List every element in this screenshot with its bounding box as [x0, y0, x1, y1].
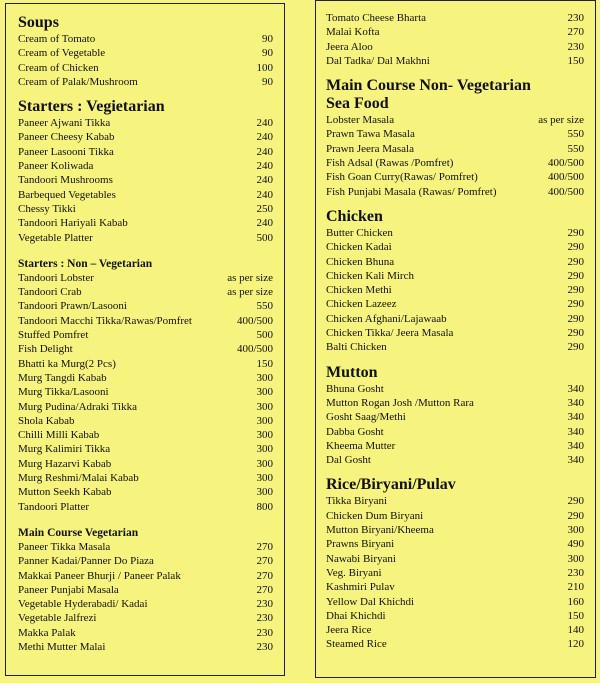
item-price: 400/500 — [547, 185, 584, 198]
main-heading-non-veg: Main Course Non- Vegetarian — [326, 77, 531, 95]
item-name: Makkai Paneer Bhurji / Paneer Palak — [18, 569, 181, 582]
menu-item — [326, 425, 584, 439]
item-price: 120 — [567, 638, 584, 651]
item-name: Methi Mutter Malai — [18, 640, 106, 653]
item-name: Paneer Punjabi Masala — [18, 583, 119, 596]
menu-item — [326, 453, 584, 467]
menu-item — [18, 626, 273, 640]
item-name: Yellow Dal Khichdi — [326, 595, 415, 608]
menu-item — [326, 523, 584, 537]
item-name: Paneer Cheesy Kabab — [18, 131, 115, 144]
menu-item — [326, 552, 584, 566]
menu-item — [18, 357, 273, 371]
item-name: Cream of Palak/Mushroom — [18, 75, 138, 88]
item-name: Chicken Methi — [326, 284, 392, 297]
item-name: Vegetable Hyderabadi/ Kadai — [18, 598, 148, 611]
item-name: Murg Tangdi Kabab — [18, 371, 107, 384]
menu-item — [18, 328, 273, 342]
menu-item — [326, 127, 584, 141]
item-name: Paneer Koliwada — [18, 160, 94, 173]
item-name: Lobster Masala — [326, 114, 395, 127]
item-price: 340 — [567, 425, 584, 438]
item-name: Cream of Chicken — [18, 61, 99, 74]
item-price: 290 — [567, 327, 584, 340]
item-price: 340 — [567, 396, 584, 409]
section-gap — [326, 199, 595, 208]
item-name: Gosht Saag/Methi — [326, 411, 406, 424]
menu-item — [18, 554, 273, 568]
item-name: Chicken Tikka/ Jeera Masala — [326, 327, 454, 340]
item-price: 240 — [256, 145, 273, 158]
item-price: 100 — [256, 61, 273, 74]
section-title-chicken: Chicken — [326, 207, 383, 225]
item-name: Vegetable Platter — [18, 231, 93, 244]
item-name: Murg Kalimiri Tikka — [18, 443, 111, 456]
item-price: 340 — [567, 454, 584, 467]
item-price: 400/500 — [236, 343, 273, 356]
menu-item — [18, 485, 273, 499]
item-price: 490 — [567, 538, 584, 551]
item-price: 300 — [256, 414, 273, 427]
item-name: Malai Kofta — [326, 26, 380, 39]
menu-item — [18, 540, 273, 554]
item-name: Tomato Cheese Bharta — [326, 12, 427, 24]
menu-item — [18, 75, 273, 89]
section-gap — [18, 89, 284, 98]
menu-item — [326, 54, 584, 68]
item-price: 290 — [567, 312, 584, 325]
item-name: Paneer Lasooni Tikka — [18, 145, 114, 158]
item-price: 90 — [262, 47, 273, 60]
item-price: 550 — [567, 142, 584, 155]
section-title-rice-biryani-pulav: Rice/Biryani/Pulav — [326, 476, 456, 494]
item-price: 90 — [262, 75, 273, 88]
menu-item — [326, 226, 584, 240]
item-price: 290 — [567, 298, 584, 311]
menu-item — [18, 385, 273, 399]
item-price: 400/500 — [236, 314, 273, 327]
item-name: Murg Tikka/Lasooni — [18, 386, 109, 399]
menu-item — [326, 396, 584, 410]
menu-item — [326, 494, 584, 508]
menu-item — [18, 471, 273, 485]
menu-item — [18, 597, 273, 611]
item-name: Murg Hazarvi Kabab — [18, 457, 112, 470]
item-price: 150 — [567, 609, 584, 622]
item-price: 300 — [256, 472, 273, 485]
menu-item — [18, 371, 273, 385]
menu-item — [18, 46, 273, 60]
item-price: 240 — [256, 117, 273, 130]
item-name: Nawabi Biryani — [326, 552, 396, 565]
item-price: 290 — [567, 509, 584, 522]
item-price: 500 — [256, 231, 273, 244]
section-gap — [18, 514, 284, 526]
item-name: Prawn Tawa Masala — [326, 128, 415, 141]
item-price: 500 — [256, 329, 273, 342]
item-name: Dabba Gosht — [326, 425, 384, 438]
menu-item — [326, 185, 584, 199]
item-name: Chilli Milli Kabab — [18, 429, 100, 442]
menu-item — [18, 285, 273, 299]
item-price: 290 — [567, 495, 584, 508]
item-price: 150 — [567, 54, 584, 67]
item-name: Fish Adsal (Rawas /Pomfret) — [326, 157, 454, 170]
item-name: Chicken Afghani/Lajawaab — [326, 312, 447, 325]
item-name: Chicken Dum Biryani — [326, 509, 424, 522]
item-name: Veg. Biryani — [326, 566, 382, 579]
menu-item — [326, 156, 584, 170]
item-name: Tandoori Crab — [18, 286, 82, 299]
item-price: 300 — [567, 552, 584, 565]
menu-item — [326, 170, 584, 184]
item-name: Tandoori Macchi Tikka/Rawas/Pomfret — [18, 314, 192, 327]
item-name: Jeera Aloo — [326, 40, 373, 53]
section-title-mutton: Mutton — [326, 363, 378, 381]
menu-item — [18, 188, 273, 202]
menu-item — [18, 342, 273, 356]
item-price: 240 — [256, 217, 273, 230]
item-name: Chicken Kali Mirch — [326, 269, 414, 282]
item-name: Mutton Seekh Kabab — [18, 486, 112, 499]
item-name: Fish Punjabi Masala (Rawas/ Pomfret) — [326, 185, 497, 198]
menu-item — [18, 442, 273, 456]
item-price: 150 — [256, 357, 273, 370]
item-price: 250 — [256, 202, 273, 215]
item-name: Fish Delight — [18, 343, 73, 356]
item-name: Panner Kadai/Panner Do Piaza — [18, 555, 154, 568]
item-price: 160 — [567, 595, 584, 608]
item-price: 400/500 — [547, 157, 584, 170]
menu-item — [18, 583, 273, 597]
item-price: 240 — [256, 131, 273, 144]
item-price: 300 — [256, 486, 273, 499]
item-price: 230 — [256, 626, 273, 639]
item-price: 550 — [256, 300, 273, 313]
menu-item — [326, 113, 584, 127]
item-name: Fish Goan Curry(Rawas/ Pomfret) — [326, 171, 478, 184]
menu-item — [326, 637, 584, 651]
menu-item — [326, 240, 584, 254]
menu-item — [18, 457, 273, 471]
item-price: 340 — [567, 382, 584, 395]
item-price: as per size — [227, 271, 273, 284]
menu-item — [18, 611, 273, 625]
item-name: Barbequed Vegetables — [18, 188, 116, 201]
item-price: 300 — [256, 371, 273, 384]
item-price: 230 — [256, 640, 273, 653]
item-name: Paneer Tikka Masala — [18, 540, 111, 553]
item-price: 270 — [256, 555, 273, 568]
item-name: Tandoori Lobster — [18, 271, 94, 284]
menu-item — [18, 640, 273, 654]
item-price: 230 — [256, 598, 273, 611]
item-name: Chicken Lazeez — [326, 298, 397, 311]
item-name: Tandoori Platter — [18, 500, 90, 513]
item-name: Butter Chicken — [326, 226, 393, 239]
menu-item — [326, 410, 584, 424]
item-price: 230 — [567, 566, 584, 579]
item-price: 800 — [256, 500, 273, 513]
menu-item — [326, 297, 584, 311]
menu-right-column — [315, 0, 596, 678]
section-title-main-course-vegetarian: Main Course Vegetarian — [18, 526, 139, 539]
section-gap — [326, 467, 595, 476]
item-name: Chicken Bhuna — [326, 255, 395, 268]
menu-item — [326, 25, 584, 39]
menu-item — [326, 40, 584, 54]
item-price: 290 — [567, 269, 584, 282]
section-gap — [326, 355, 595, 364]
menu-item — [18, 116, 273, 130]
menu-item — [326, 566, 584, 580]
item-price: 300 — [256, 400, 273, 413]
section-gap — [326, 68, 595, 77]
item-name: Murg Pudina/Adraki Tikka — [18, 400, 137, 413]
section-title-starters-non-vegetarian: Starters : Non – Vegetarian — [18, 257, 153, 270]
item-name: Tandoori Hariyali Kabab — [18, 217, 128, 230]
menu-left-column — [5, 3, 285, 676]
item-name: Kashmiri Pulav — [326, 581, 395, 594]
item-price: 300 — [256, 457, 273, 470]
item-price: 300 — [567, 524, 584, 537]
item-price: 300 — [256, 443, 273, 456]
item-name: Mutton Rogan Josh /Mutton Rara — [326, 396, 474, 409]
item-price: 290 — [567, 255, 584, 268]
menu-item — [326, 340, 584, 354]
section-title-soups: Soups — [18, 14, 59, 31]
menu-item — [326, 439, 584, 453]
menu-item — [326, 609, 584, 623]
item-name: Shola Kabab — [18, 414, 75, 427]
item-price: 240 — [256, 160, 273, 173]
menu-item — [18, 145, 273, 159]
menu-item — [326, 382, 584, 396]
item-price: 290 — [567, 226, 584, 239]
menu-item — [326, 326, 584, 340]
menu-item — [326, 312, 584, 326]
item-name: Makka Palak — [18, 626, 76, 639]
menu-item — [18, 130, 273, 144]
menu-item — [18, 173, 273, 187]
item-name: Tikka Biryani — [326, 495, 388, 508]
item-price: 290 — [567, 284, 584, 297]
menu-item — [18, 400, 273, 414]
item-price: 230 — [567, 12, 584, 24]
item-name: Murg Reshmi/Malai Kabab — [18, 472, 139, 485]
item-price: 140 — [567, 624, 584, 637]
item-price: 340 — [567, 411, 584, 424]
item-name: Kheema Mutter — [326, 439, 396, 452]
item-price: 270 — [567, 26, 584, 39]
item-price: 270 — [256, 540, 273, 553]
item-price: as per size — [227, 286, 273, 299]
menu-item — [326, 269, 584, 283]
menu-item — [18, 216, 273, 230]
item-name: Dhai Khichdi — [326, 609, 386, 622]
item-name: Prawns Biryani — [326, 538, 395, 551]
item-name: Tandoori Mushrooms — [18, 174, 113, 187]
menu-item — [18, 414, 273, 428]
menu-item — [326, 580, 584, 594]
item-name: Dal Tadka/ Dal Makhni — [326, 54, 430, 67]
item-name: Dal Gosht — [326, 454, 371, 467]
item-name: Balti Chicken — [326, 341, 387, 354]
menu-item — [18, 500, 273, 514]
item-price: 230 — [567, 40, 584, 53]
item-name: Vegetable Jalfrezi — [18, 612, 97, 625]
item-price: 290 — [567, 341, 584, 354]
item-price: 240 — [256, 174, 273, 187]
menu-item — [18, 314, 273, 328]
item-name: Chicken Kadai — [326, 241, 392, 254]
item-price: 400/500 — [547, 171, 584, 184]
item-price: 270 — [256, 569, 273, 582]
item-name: Cream of Vegetable — [18, 47, 106, 60]
menu-item — [326, 595, 584, 609]
menu-item — [18, 32, 273, 46]
menu-item — [18, 61, 273, 75]
item-name: Steamed Rice — [326, 638, 387, 651]
item-price: 300 — [256, 386, 273, 399]
item-price: 290 — [567, 241, 584, 254]
menu-item — [326, 623, 584, 637]
item-name: Mutton Biryani/Kheema — [326, 524, 434, 537]
menu-item — [326, 255, 584, 269]
menu-item — [18, 299, 273, 313]
menu-item — [18, 202, 273, 216]
section-gap — [18, 245, 284, 257]
menu-item — [326, 509, 584, 523]
menu-item — [18, 569, 273, 583]
item-name: Tandoori Prawn/Lasooni — [18, 300, 127, 313]
item-name: Bhatti ka Murg(2 Pcs) — [18, 357, 116, 370]
item-price: as per size — [538, 114, 584, 127]
item-price: 550 — [567, 128, 584, 141]
menu-item — [326, 11, 584, 25]
menu-item — [18, 271, 273, 285]
item-name: Jeera Rice — [326, 624, 372, 637]
item-price: 270 — [256, 583, 273, 596]
menu-item — [326, 142, 584, 156]
item-name: Prawn Jeera Masala — [326, 142, 414, 155]
item-name: Cream of Tomato — [18, 33, 96, 45]
item-name: Paneer Ajwani Tikka — [18, 117, 111, 130]
item-price: 230 — [256, 612, 273, 625]
item-price: 210 — [567, 581, 584, 594]
menu-item — [18, 159, 273, 173]
item-price: 90 — [262, 33, 273, 45]
item-name: Stuffed Pomfret — [18, 329, 89, 342]
item-price: 340 — [567, 439, 584, 452]
item-name: Bhuna Gosht — [326, 382, 384, 395]
menu-item — [18, 231, 273, 245]
section-title-starters-vegietarian: Starters : Vegietarian — [18, 98, 165, 116]
section-title-sea-food: Sea Food — [326, 95, 389, 113]
menu-item — [326, 537, 584, 551]
item-price: 300 — [256, 429, 273, 442]
item-price: 240 — [256, 188, 273, 201]
menu-item — [326, 283, 584, 297]
item-name: Chessy Tikki — [18, 202, 76, 215]
menu-item — [18, 428, 273, 442]
